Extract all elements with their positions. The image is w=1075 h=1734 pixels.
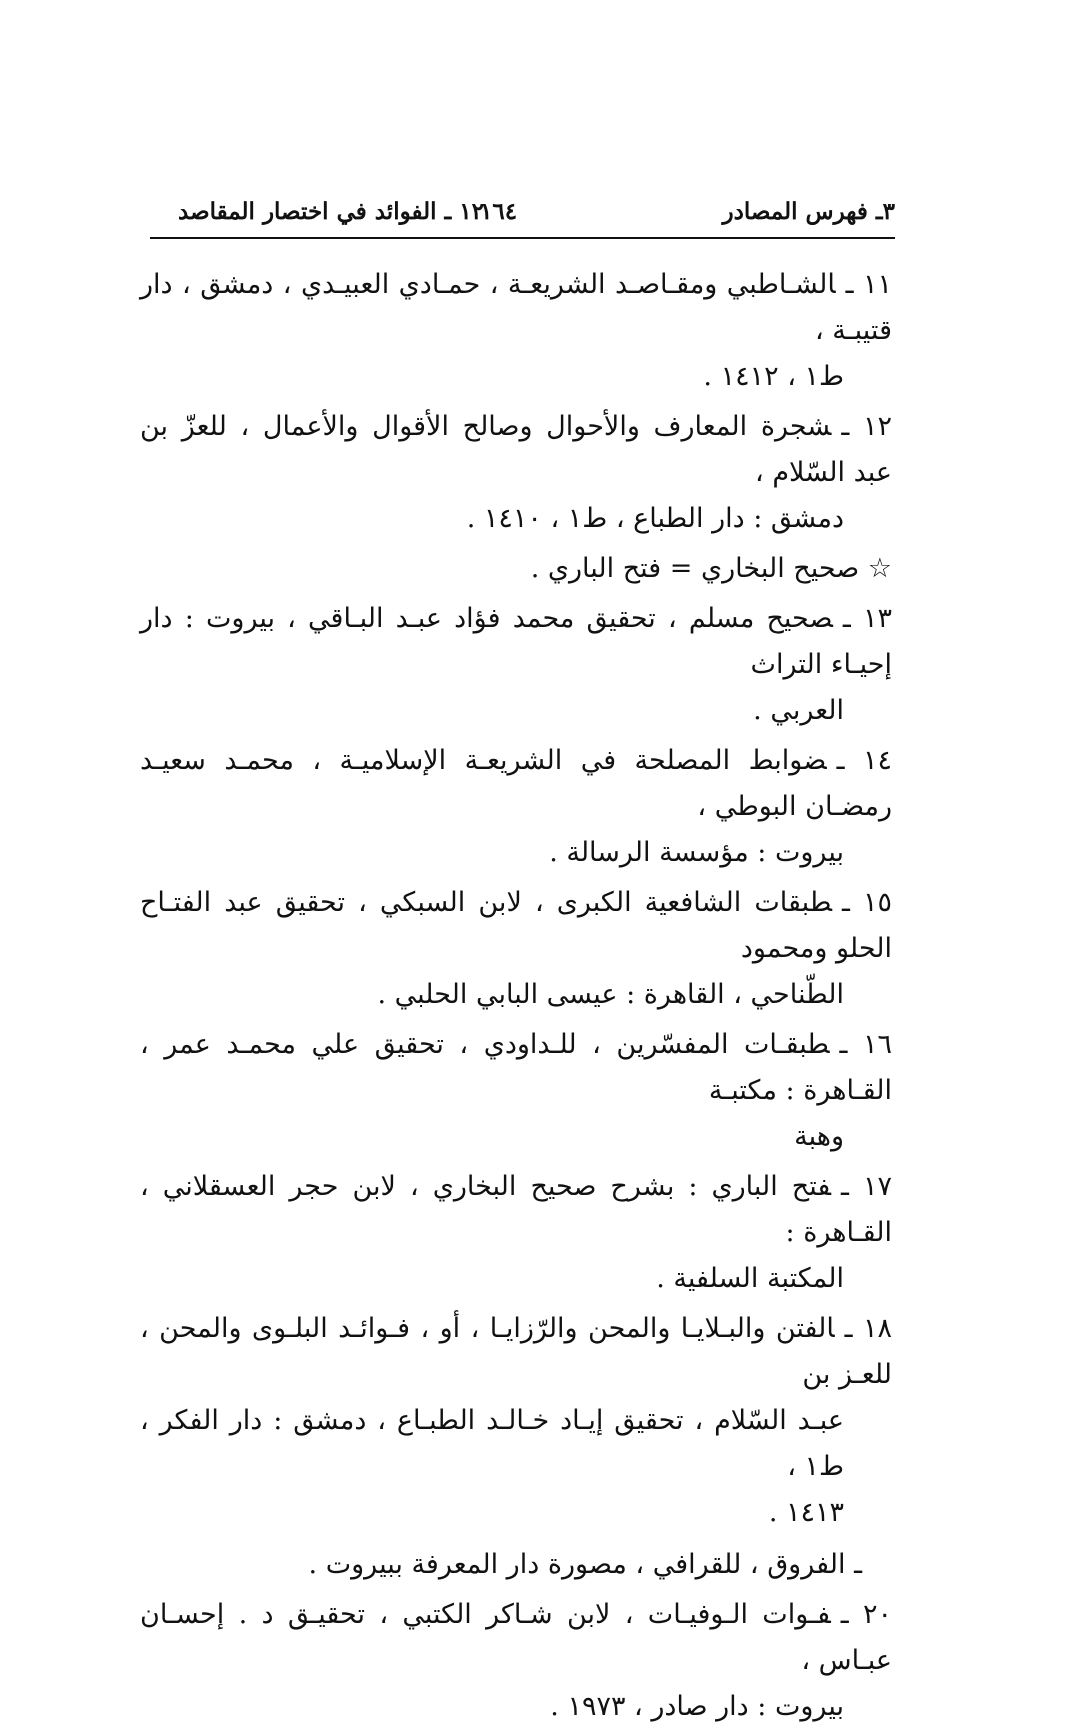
entry-number: ١٧ ـ [841,1171,893,1202]
entry-text-line: الشـاطبي ومقـاصـد الشريعـة ، حمـادي العبيـدي ، دمشق ، دار قتيبـة ، [140,269,892,346]
bibliography-entry [140,1592,892,1730]
bibliography-entry [140,880,892,1018]
bibliography-entry [140,738,892,876]
entry-text-line: الفتن والبـلايـا والمحن والرّزايـا ، أو ، فـوائـد البلـوى والمحن ، للعـز بن [140,1313,892,1390]
entry-number: ١١ ـ [845,269,893,300]
entry-text-continuation: الطّناحي ، القاهرة : عيسى البابي الحلبي . [377,979,844,1010]
entry-text-line: فـوات الـوفيـات ، لابن شـاكر الكتبي ، تحقيـق د . إحسـان عبـاس ، [140,1599,892,1676]
entry-number: ١٤ ـ [836,745,892,776]
bibliography-entry [140,596,892,734]
entry-text-line: طبقات الشافعية الكبرى ، لابن السبكي ، تحقيق عبد الفتـاح الحلو ومحمود [140,887,892,964]
bibliography-entry [140,404,892,542]
entry-text-line: طبقـات المفسّرين ، للـداودي ، تحقيق علي محمـد عمر ، القـاهرة : مكتبـة [140,1029,892,1106]
entry-text-continuation: العربي . [753,695,844,726]
entry-number: ١٢ ـ [841,411,892,442]
unnumbered-entry: ـ الفروق ، للقرافي ، مصورة دار المعرفة ببيروت . [308,1549,862,1580]
entry-text-continuation: دمشق : دار الطباع ، ط١ ، ١٤١٠ . [466,503,844,534]
bibliography-list [140,262,892,1734]
entry-number: ٢٠ ـ [840,1599,892,1630]
entry-text-continuation: ط١ ، ١٤١٢ . [703,361,844,392]
header-book-title: ١٢ ـ الفوائد في اختصار المقاصد [178,198,484,225]
bibliography-entry [140,1164,892,1302]
header-divider [150,237,895,239]
running-header [150,188,895,240]
entry-text-continuation: وهبة [794,1121,844,1152]
entry-text-line: ضوابط المصلحة في الشريعـة الإسلاميـة ، محمـد سعيـد رمضـان البوطي ، [140,745,892,822]
entry-text-continuation: عبـد السّلام ، تحقيق إيـاد خـالـد الطبـاع ، دمشق : دار الفكر ، ط١ ، [140,1405,844,1482]
entry-number: ١٨ ـ [844,1313,892,1344]
entry-text-continuation: المكتبة السلفية . [656,1263,844,1294]
bibliography-entry [140,1306,892,1536]
entry-number: ١٥ ـ [841,887,892,918]
bibliography-entry [140,1022,892,1160]
entry-text-continuation: ١٤١٣ . [768,1497,844,1528]
entry-text-continuation: بيروت : دار صادر ، ١٩٧٣ . [550,1691,844,1722]
entry-text-line: فتح الباري : بشرح صحيح البخاري ، لابن حجر العسقلاني ، القـاهرة : [140,1171,892,1248]
header-page-number: ١٦٤ [480,198,518,225]
entry-number: ١٦ ـ [839,1029,892,1060]
entry-text-line: صحيح مسلم ، تحقيق محمد فؤاد عبـد البـاقي ، بيروت : دار إحيـاء التراث [140,603,892,680]
header-section-title: ٣ـ فهرس المصادر [722,198,895,225]
cross-reference-entry: ☆ صحيح البخاري = فتح الباري . [530,553,892,584]
entry-text-continuation: بيروت : مؤسسة الرسالة . [549,837,844,868]
bibliography-entry [140,262,892,400]
entry-text-line: شجرة المعارف والأحوال وصالح الأقوال والأعمال ، للعزّ بن عبد السّلام ، [140,411,892,488]
entry-number: ١٣ ـ [842,603,892,634]
